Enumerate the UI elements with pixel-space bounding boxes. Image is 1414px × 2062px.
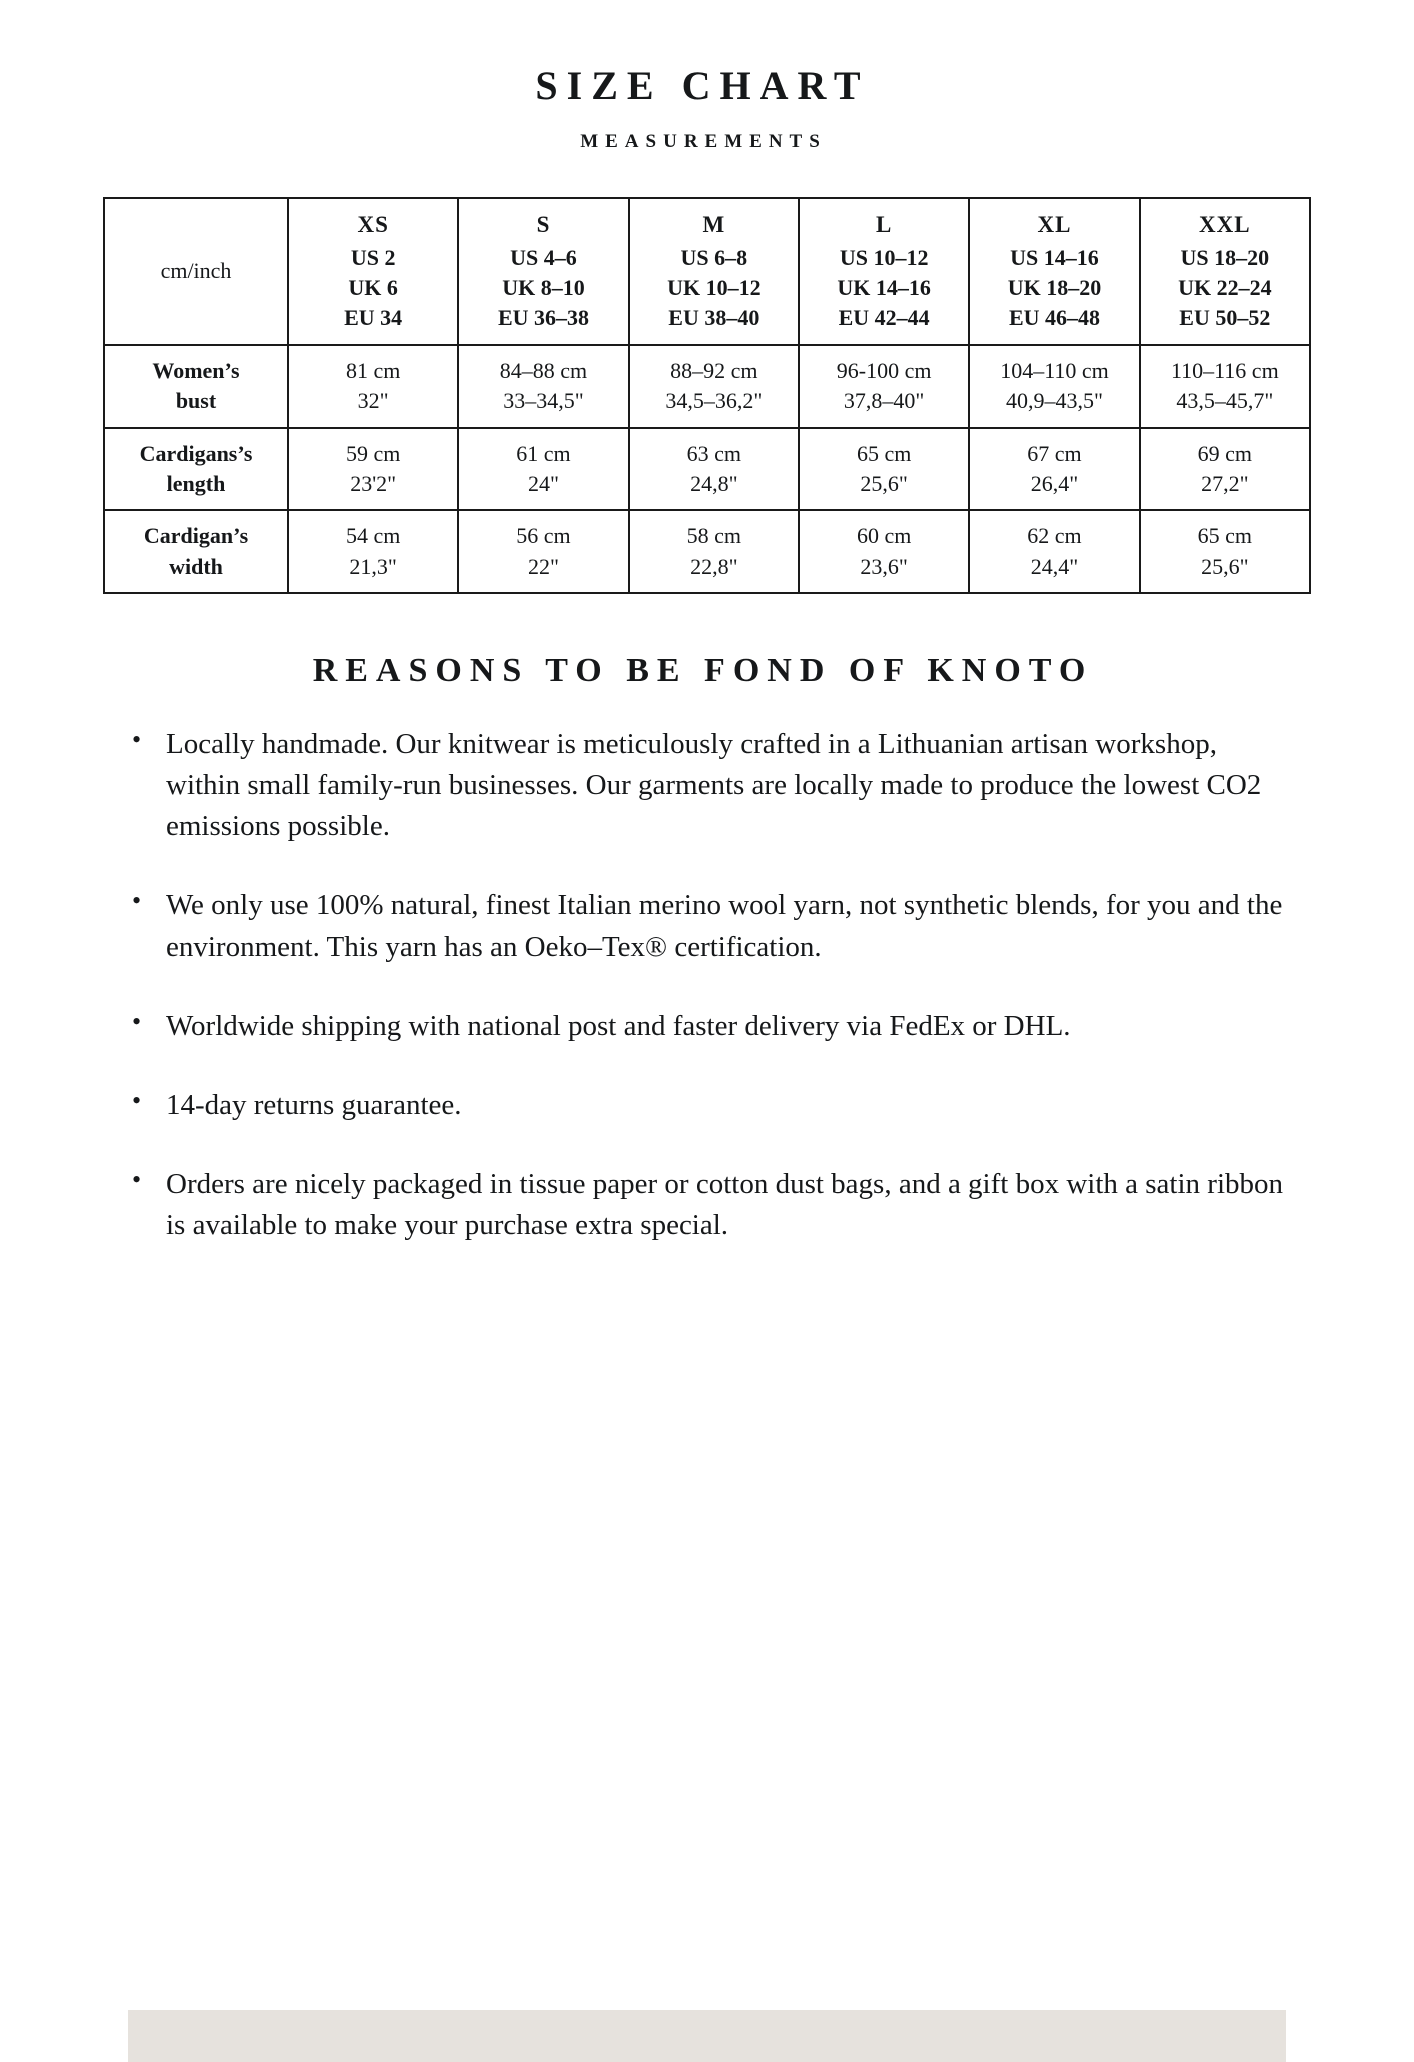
cell-bust-m xyxy=(629,345,799,428)
size-label-xs: XS xyxy=(357,212,389,237)
cell-value-cm: 110–116 cm xyxy=(1170,357,1279,383)
reasons-list xyxy=(88,724,1326,1247)
cell-width-xl xyxy=(969,510,1139,593)
cell-value-cm: 67 cm xyxy=(1027,440,1082,466)
cell-width-l xyxy=(799,510,969,593)
uk-size-xl: UK 18–20 xyxy=(1007,275,1102,301)
cell-value-inch: 22,8" xyxy=(690,553,738,579)
size-label-xl: XL xyxy=(1037,212,1072,237)
cell-value-cm: 54 cm xyxy=(345,523,401,549)
cell-value-inch: 24" xyxy=(528,470,559,496)
cell-bust-l xyxy=(799,345,969,428)
reasons-title: REASONS TO BE FOND OF KNOTO xyxy=(312,651,1094,689)
eu-size-s: EU 36–38 xyxy=(497,305,590,331)
cell-value-cm: 60 cm xyxy=(856,523,912,549)
table-header xyxy=(104,198,1310,345)
column-header-xl xyxy=(969,198,1139,345)
us-size-s: US 4–6 xyxy=(510,244,577,270)
cell-width-m xyxy=(629,510,799,593)
cell-value-inch: 37,8–40" xyxy=(843,388,925,414)
cell-length-xxl xyxy=(1140,428,1310,511)
column-header-xxl xyxy=(1140,198,1310,345)
cell-value-inch: 24,8" xyxy=(690,470,738,496)
size-label-m: M xyxy=(702,212,726,237)
footer-band xyxy=(128,2010,1286,2062)
cell-value-cm: 65 cm xyxy=(1197,523,1253,549)
row-label-cardigans-length xyxy=(104,428,288,511)
cell-bust-xl xyxy=(969,345,1139,428)
document-page xyxy=(0,62,1414,2062)
cell-value-cm: 69 cm xyxy=(1197,440,1253,466)
list-item: • Worldwide shipping with national post and faster delivery via FedEx or DHL. xyxy=(124,1006,1290,1047)
cell-value-inch: 22" xyxy=(528,553,559,579)
cell-length-s xyxy=(458,428,628,511)
cell-value-cm: 61 cm xyxy=(516,440,571,466)
size-label-l: L xyxy=(875,212,893,237)
row-label-line1: Cardigans’s xyxy=(139,440,253,466)
cell-value-cm: 81 cm xyxy=(345,357,401,383)
cell-value-cm: 63 cm xyxy=(686,440,742,466)
cell-bust-xxl xyxy=(1140,345,1310,428)
cell-value-cm: 65 cm xyxy=(856,440,912,466)
page-title: SIZE CHART xyxy=(535,63,870,108)
row-label-line2: length xyxy=(166,470,226,496)
cell-value-inch: 40,9–43,5" xyxy=(1005,388,1103,414)
size-chart-table-wrapper xyxy=(88,197,1326,594)
list-item: • Orders are nicely packaged in tissue paper or cotton dust bags, and a gift box with a satin ribbon is available to make your purchase extra special. xyxy=(124,1164,1290,1246)
cell-value-inch: 32" xyxy=(357,388,389,414)
row-label-line2: bust xyxy=(175,388,217,414)
table-header-row xyxy=(104,198,1310,345)
cell-value-cm: 58 cm xyxy=(686,523,742,549)
cell-value-cm: 104–110 cm xyxy=(1000,357,1109,383)
cell-value-inch: 26,4" xyxy=(1030,470,1079,496)
cell-value-cm: 96-100 cm xyxy=(836,357,932,383)
cell-width-xxl xyxy=(1140,510,1310,593)
cell-value-inch: 43,5–45,7" xyxy=(1176,388,1274,414)
column-header-s xyxy=(458,198,628,345)
column-header-m xyxy=(629,198,799,345)
cell-value-inch: 25,6" xyxy=(860,470,908,496)
table-row xyxy=(104,510,1310,593)
column-header-xs xyxy=(288,198,458,345)
eu-size-m: EU 38–40 xyxy=(668,305,760,331)
cell-value-inch: 23,6" xyxy=(860,553,908,579)
size-label-s: S xyxy=(536,212,551,237)
row-label-womens-bust xyxy=(104,345,288,428)
cell-length-xs xyxy=(288,428,458,511)
uk-size-s: UK 8–10 xyxy=(502,275,585,301)
cell-value-inch: 25,6" xyxy=(1201,553,1249,579)
cell-length-l xyxy=(799,428,969,511)
us-size-m: US 6–8 xyxy=(680,244,748,270)
row-label-cardigans-width xyxy=(104,510,288,593)
cell-length-xl xyxy=(969,428,1139,511)
eu-size-xs: EU 34 xyxy=(344,305,403,331)
cell-bust-s xyxy=(458,345,628,428)
cell-length-m xyxy=(629,428,799,511)
us-size-xxl: US 18–20 xyxy=(1180,244,1270,270)
uk-size-m: UK 10–12 xyxy=(667,275,761,301)
list-item: • Locally handmade. Our knitwear is meticulously crafted in a Lithuanian artisan workshop, within small family-run businesses. Our garments are locally made to produce the lowest CO2 emissions possible. xyxy=(124,724,1290,848)
row-label-line2: width xyxy=(169,553,223,579)
cell-value-inch: 34,5–36,2" xyxy=(665,388,763,414)
uk-size-l: UK 14–16 xyxy=(837,275,931,301)
cell-value-inch: 33–34,5" xyxy=(503,388,584,414)
us-size-xl: US 14–16 xyxy=(1010,244,1099,270)
cell-value-inch: 21,3" xyxy=(349,553,397,579)
us-size-xs: US 2 xyxy=(350,244,396,270)
column-header-l xyxy=(799,198,969,345)
uk-size-xs: UK 6 xyxy=(348,275,398,301)
eu-size-xl: EU 46–48 xyxy=(1008,305,1100,331)
row-label-line1: Cardigan’s xyxy=(143,523,249,549)
table-body xyxy=(104,345,1310,593)
cell-value-inch: 27,2" xyxy=(1201,470,1249,496)
page-subtitle: MEASUREMENTS xyxy=(580,131,827,152)
cell-value-inch: 23'2" xyxy=(350,470,397,496)
us-size-l: US 10–12 xyxy=(839,244,929,270)
size-chart-table xyxy=(103,197,1311,594)
table-corner-label: cm/inch xyxy=(104,198,288,345)
eu-size-l: EU 42–44 xyxy=(838,305,930,331)
list-item: • 14-day returns guarantee. xyxy=(124,1085,1290,1126)
cell-width-xs xyxy=(288,510,458,593)
cell-value-cm: 62 cm xyxy=(1027,523,1082,549)
cell-value-cm: 88–92 cm xyxy=(670,357,758,383)
cell-value-cm: 59 cm xyxy=(345,440,401,466)
cell-bust-xs xyxy=(288,345,458,428)
row-label-line1: Women’s xyxy=(152,357,240,383)
cell-value-cm: 84–88 cm xyxy=(499,357,588,383)
cell-width-s xyxy=(458,510,628,593)
table-row xyxy=(104,428,1310,511)
eu-size-xxl: EU 50–52 xyxy=(1179,305,1271,331)
uk-size-xxl: UK 22–24 xyxy=(1178,275,1272,301)
size-label-xxl: XXL xyxy=(1199,212,1251,237)
list-item: • We only use 100% natural, finest Italian merino wool yarn, not synthetic blends, for you and the environment. This yarn has an Oeko–Tex® certification. xyxy=(124,885,1290,967)
table-row xyxy=(104,345,1310,428)
cell-value-inch: 24,4" xyxy=(1030,553,1079,579)
cell-value-cm: 56 cm xyxy=(516,523,571,549)
